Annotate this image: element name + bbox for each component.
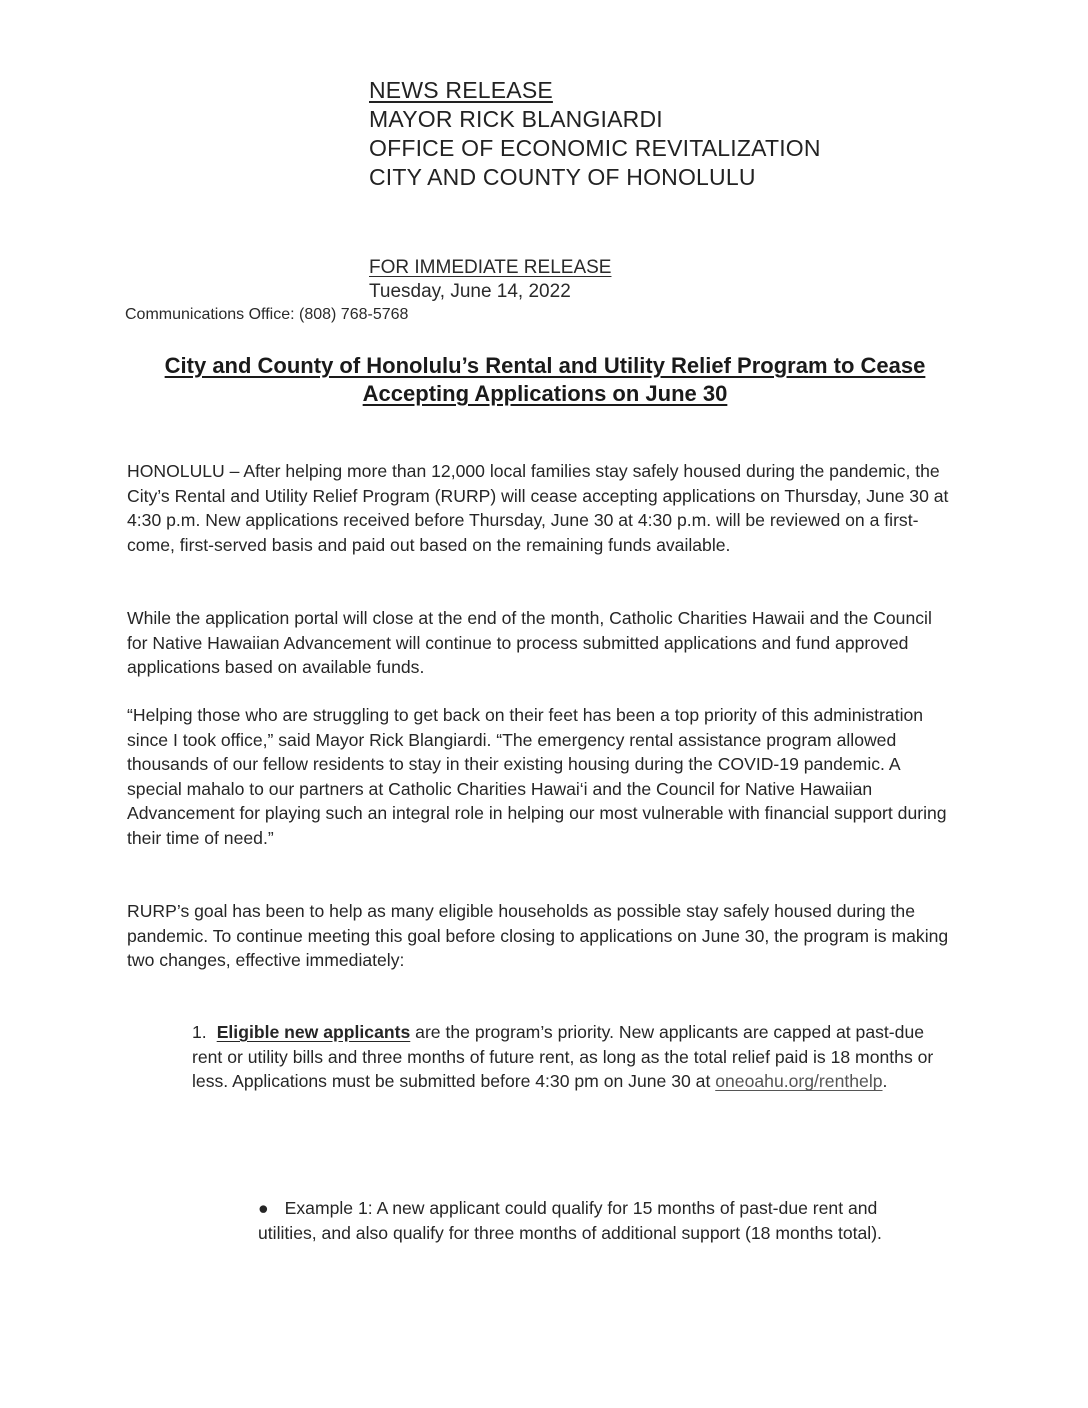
list-lead: Eligible new applicants <box>216 1022 411 1042</box>
paragraph-3: “Helping those who are struggling to get back on their feet has been a top priority of this administration since I took office,” said Mayor Rick Blangiardi. “The emergency rental assistance program allowed thousands of our fellow residents to stay in their existing housing during the COVID-19 pandemic. A special mahalo to our partners at Catholic Charities Hawai‘i and the Council for Native Hawaiian Advancement for playing such an integral role in helping our most vulnerable with financial support during their time of need.” <box>127 705 947 848</box>
paragraph-1: HONOLULU – After helping more than 12,000 local families stay safely housed during the pandemic, the City’s Rental and Utility Relief Program (RURP) will cease accepting applications on Thursday, June 30 at 4:30 p.m. New applications received before Thursday, June 30 at 4:30 p.m. will be reviewed on a first-come, first-served basis and paid out based on the remaining funds available. <box>127 461 949 555</box>
list-end: . <box>882 1071 888 1092</box>
renthelp-link[interactable]: oneoahu.org/renthelp <box>715 1071 883 1092</box>
list-text: are the program’s priority. New applicants are capped at past-due rent or utility bills and three months of future rent, as long as the total relief paid is 18 months or less. Applications must be submitted before 4:30 pm on June 30 at <box>192 1022 934 1092</box>
bullet-item-example-1 <box>258 1196 938 1245</box>
mayor-name: MAYOR RICK BLANGIARDI <box>369 106 663 132</box>
list-item-1 <box>192 1020 952 1094</box>
release-info <box>369 256 611 304</box>
letterhead <box>369 76 821 192</box>
paragraph-4: RURP’s goal has been to help as many eligible households as possible stay safely housed during the pandemic. To continue meeting this goal before closing to applications on June 30, the program is making two changes, effective immediately: <box>127 901 949 971</box>
immediate-release-label: FOR IMMEDIATE RELEASE <box>369 257 612 278</box>
paragraph-2: While the application portal will close at the end of the month, Catholic Charities Hawaii and the Council for Native Hawaiian Advancement will continue to process submitted applications and fund approved applications based on available funds. <box>127 608 932 678</box>
office-name: OFFICE OF ECONOMIC REVITALIZATION <box>369 135 821 161</box>
list-number: 1. <box>192 1022 207 1042</box>
news-release-label: NEWS RELEASE <box>369 77 553 103</box>
communications-office: Communications Office: (808) 768-5768 <box>125 306 409 323</box>
headline: City and County of Honolulu’s Rental and Utility Relief Program to Cease Accepting Applications on June 30 <box>164 353 926 406</box>
bullet-icon: ● <box>258 1198 269 1218</box>
release-date: Tuesday, June 14, 2022 <box>369 281 571 302</box>
city-county-name: CITY AND COUNTY OF HONOLULU <box>369 164 756 190</box>
bullet-text: Example 1: A new applicant could qualify for 15 months of past-due rent and utilities, and also qualify for three months of additional support (18 months total). <box>258 1198 882 1243</box>
